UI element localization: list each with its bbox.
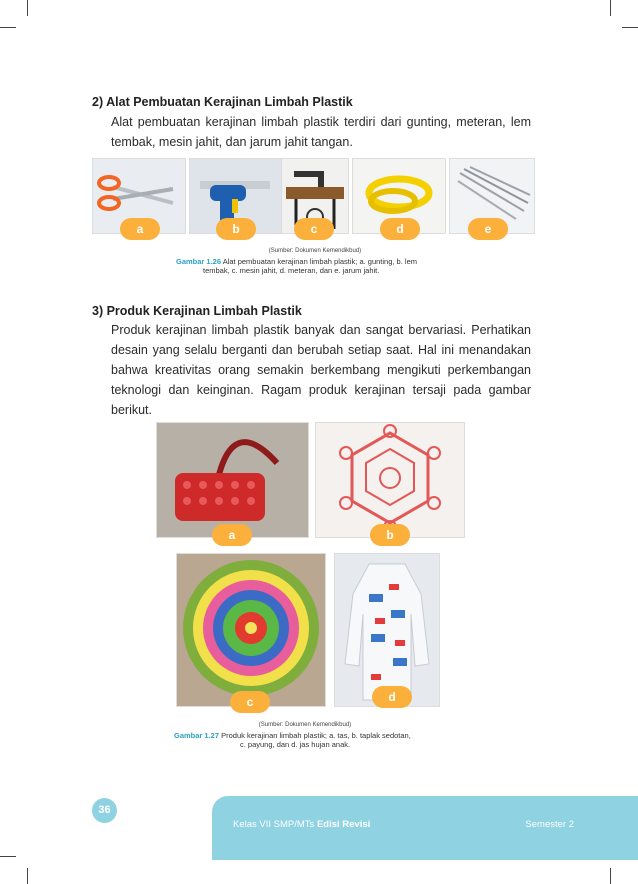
photo-label-c: c	[294, 218, 334, 240]
crop-mark	[622, 27, 638, 28]
caption-label: Gambar 1.26	[176, 257, 222, 266]
caption-text: Produk kerajinan limbah plastik; a. tas, b. taplak sedotan,	[221, 731, 411, 740]
crop-mark	[610, 868, 611, 884]
photo-umbrella	[176, 553, 326, 707]
photo-straw-tablecloth	[315, 422, 465, 538]
photo-raincoat	[334, 553, 440, 707]
page-number: 36	[92, 798, 117, 823]
section-3-paragraph: Produk kerajinan limbah plastik banyak dan sangat bervariasi. Perhatikan desain yang selalu berganti dan berubah setiap saat. Hal ini menandakan bahwa kreativitas orang semakin berkembang mengikuti perkembangan teknologi dan keinginan. Ragam produk kerajinan tersaji pada gambar berikut.	[111, 323, 531, 417]
figure-source: (Sumber: Dokumen Kemendikbud)	[268, 248, 362, 254]
crop-mark	[27, 0, 28, 16]
photo-label-e: e	[468, 218, 508, 240]
figure-caption	[176, 257, 466, 275]
crop-mark	[0, 856, 16, 857]
photo-label-a: a	[120, 218, 160, 240]
book-prefix: Kelas VII SMP/MTs	[233, 819, 317, 830]
photo-label-c: c	[230, 691, 270, 713]
photo-bag	[156, 422, 309, 538]
caption-text: c. payung, dan d. jas hujan anak.	[240, 740, 351, 749]
section-2-paragraph: Alat pembuatan kerajinan limbah plastik terdiri dari gunting, meteran, lem tembak, mesin jahit, dan jarum jahit tangan.	[111, 115, 531, 149]
crop-mark	[0, 27, 16, 28]
section-3-heading: 3) Produk Kerajinan Limbah Plastik	[92, 304, 302, 318]
photo-label-b: b	[370, 524, 410, 546]
caption-text: Alat pembuatan kerajinan limbah plastik; a. gunting, b. lem	[222, 257, 417, 266]
footer-bar	[212, 796, 638, 860]
caption-label: Gambar 1.27	[174, 731, 220, 740]
figure-caption	[174, 731, 464, 749]
footer-book-title	[233, 819, 370, 830]
caption-text: tembak, c. mesin jahit, d. meteran, dan e. jarum jahit.	[203, 266, 380, 275]
section-2-heading: 2) Alat Pembuatan Kerajinan Limbah Plastik	[92, 95, 353, 109]
crop-mark	[27, 868, 28, 884]
photo-label-a: a	[212, 524, 252, 546]
footer-semester: Semester 2	[525, 819, 574, 830]
crop-mark	[610, 0, 611, 16]
photo-label-b: b	[216, 218, 256, 240]
photo-label-d: d	[380, 218, 420, 240]
figure-source: (Sumber: Dokumen Kemendikbud)	[258, 722, 352, 728]
book-edition: Edisi Revisi	[316, 819, 371, 830]
photo-label-d: d	[372, 686, 412, 708]
